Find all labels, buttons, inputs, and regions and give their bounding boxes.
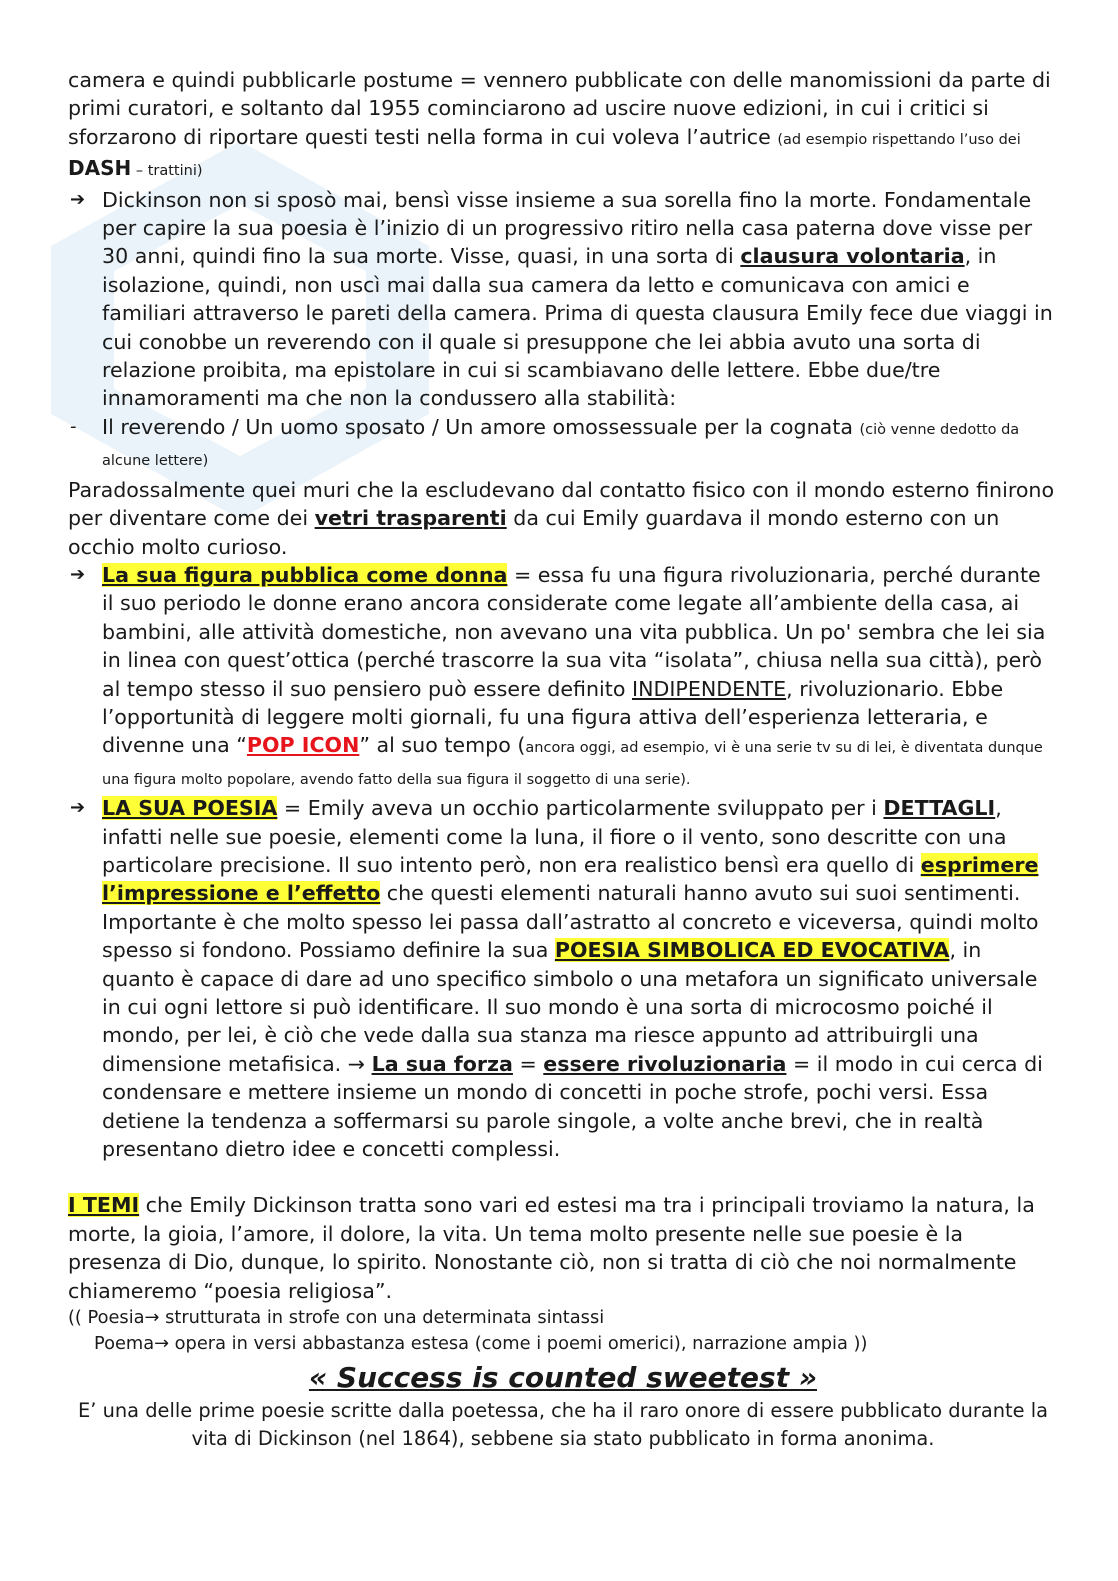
arrow-bullet-icon: ➔ — [70, 188, 86, 210]
key-sua-forza: La sua forza — [371, 1051, 513, 1076]
poem-title: « Success is counted sweetest » — [308, 1361, 818, 1395]
key-vetri-trasparenti: vetri trasparenti — [314, 506, 507, 531]
definition-poema: Poema→ opera in versi abbastanza estesa (come i poemi omerici), narrazione ampia )) — [94, 1333, 868, 1355]
arrow-bullet-icon: ➔ — [70, 563, 86, 585]
key-poesia-simbolica: POESIA SIMBOLICA ED EVOCATIVA — [554, 938, 950, 963]
arrow-right-icon: → — [347, 1051, 366, 1076]
spacer — [68, 1163, 1058, 1191]
arrow-bullet-icon: ➔ — [70, 797, 86, 819]
key-dettagli: DETTAGLI — [883, 796, 996, 821]
definition-poesia: (( Poesia→ strutturata in strofe con una determinata sintassi — [68, 1307, 605, 1329]
dash-item-amori: - Il reverendo / Un uomo sposato / Un amore omossessuale per la cognata (ciò venne dedotto da alcune lettere) — [70, 414, 1020, 470]
paragraph-pubblicazione: E’ una delle prime poesie scritte dalla poetessa, che ha il raro onore di essere pubblicato durante la vita di Dickinson (nel 1864), sebbene sia stato pubblicato in forma anonima. — [78, 1399, 1048, 1451]
dash-bullet-icon: - — [70, 415, 77, 437]
key-figura-pubblica: La sua figura pubblica come donna — [102, 562, 508, 587]
paragraph-temi: I TEMI che Emily Dickinson tratta sono vari ed estesi ma tra i principali troviamo la natura, la morte, la gioia, l’amore, il dolore, la vita. Un tema molto presente nelle sue poesie è la presenza di Dio, dunque, lo spirito. Nonostante ciò, non si tratta di ciò che noi normalmente chiameremo “poesia religiosa”. — [68, 1193, 1035, 1303]
key-impressione-effetto: esprimere l’impressione e l’effetto — [102, 852, 1039, 906]
bullet-clausura: ➔ Dickinson non si sposò mai, bensì visse insieme a sua sorella fino la morte. Fondamentale per capire la sua poesia è l’inizio di un progressivo ritiro nella casa paterna dove visse per 30 anni, quindi fino la sua morte. Visse, quasi, in una sorta di clausura volontaria, in isolazione, quindi, non uscì mai dalla sua camera da letto e comunicava con amici e familiari attraverso le pareti della camera. Prima di questa clausura Emily fece due viaggi in cui conobbe un reverendo con il quale si presuppone che lei abbia avuto una sorta di relazione proibita, ma epistolare in cui si scambiavano delle lettere. Ebbe due/tre innamoramenti ma che non la condussero alla stabilità: — [70, 187, 1053, 411]
bullet-sua-poesia: ➔ LA SUA POESIA = Emily aveva un occhio particolarmente sviluppato per i DETTAGLI, infatti nelle sue poesie, elementi come la luna, il fiore o il vento, sono descritte con una particolare precisione. Il suo intento però, non era realistico bensì era quello di esprimere l’impressione e l’effetto che questi elementi naturali hanno avuto sui suoi sentimenti. Importante è che molto spesso lei passa dall’astratto al concreto e viceversa, quindi molto spesso si fondono. Possiamo definire la sua POESIA SIMBOLICA ED EVOCATIVA, in quanto è capace di dare ad uno specifico simbolo o una metafora un significato universale in cui ogni lettore si può identificare. Il suo mondo è una sorta di microcosmo poiché il mondo, per lei, è ciò che vede dalla sua stanza ma riesce appunto ad attribuirgli una dimensione metafisica. → La sua forza = essere rivoluzionaria = il modo in cui cerca di condensare e mettere insieme un mondo di concetti in poche strofe, pochi versi. Essa detiene la tendenza a soffermarsi su parole singole, a volte anche brevi, che in realtà presentano dietro idee e concetti complessi. — [70, 796, 1043, 1162]
dash-term: DASH — [68, 156, 132, 181]
document-body — [68, 66, 1058, 1453]
key-pop-icon: POP ICON — [246, 733, 360, 758]
key-la-sua-poesia: LA SUA POESIA — [102, 796, 278, 821]
key-essere-rivoluzionaria: essere rivoluzionaria — [543, 1051, 787, 1076]
key-i-temi: I TEMI — [68, 1193, 140, 1218]
paragraph-edizioni: camera e quindi pubblicarle postume = vennero pubblicate con delle manomissioni da parte di primi curatori, e soltanto dal 1955 cominciarono ad uscire nuove edizioni, in cui i critici si sforzarono di riportare questi testi nella forma in cui voleva l’autrice (ad esempio rispettando l’uso dei DASH – trattini) — [68, 68, 1051, 181]
bullet-figura-pubblica: ➔ La sua figura pubblica come donna = essa fu una figura rivoluzionaria, perché durante il suo periodo le donne erano ancora considerate come legate all’ambiente della casa, ai bambini, alle attività domestiche, non avevano una vita pubblica. Un po' sembra che lei sia in linea con quest’ottica (perché trascorre la sua vita “isolata”, chiusa nella sua città), però al tempo stesso il suo pensiero può essere definito INDIPENDENTE, rivoluzionario. Ebbe l’opportunità di leggere molti giornali, fu una figura attiva dell’esperienza letteraria, e divenne una “POP ICON” al suo tempo (ancora oggi, ad esempio, vi è una serie tv su di lei, è diventata dunque una figura molto popolare, avendo fatto della sua figura il soggetto di una serie). — [70, 562, 1046, 788]
key-indipendente: INDIPENDENTE — [632, 676, 787, 701]
key-clausura-volontaria: clausura volontaria — [740, 244, 965, 269]
paragraph-muri: Paradossalmente quei muri che la escludevano dal contatto fisico con il mondo esterno finirono per diventare come dei vetri trasparenti da cui Emily guardava il mondo esterno con un occhio molto curioso. — [68, 477, 1055, 559]
